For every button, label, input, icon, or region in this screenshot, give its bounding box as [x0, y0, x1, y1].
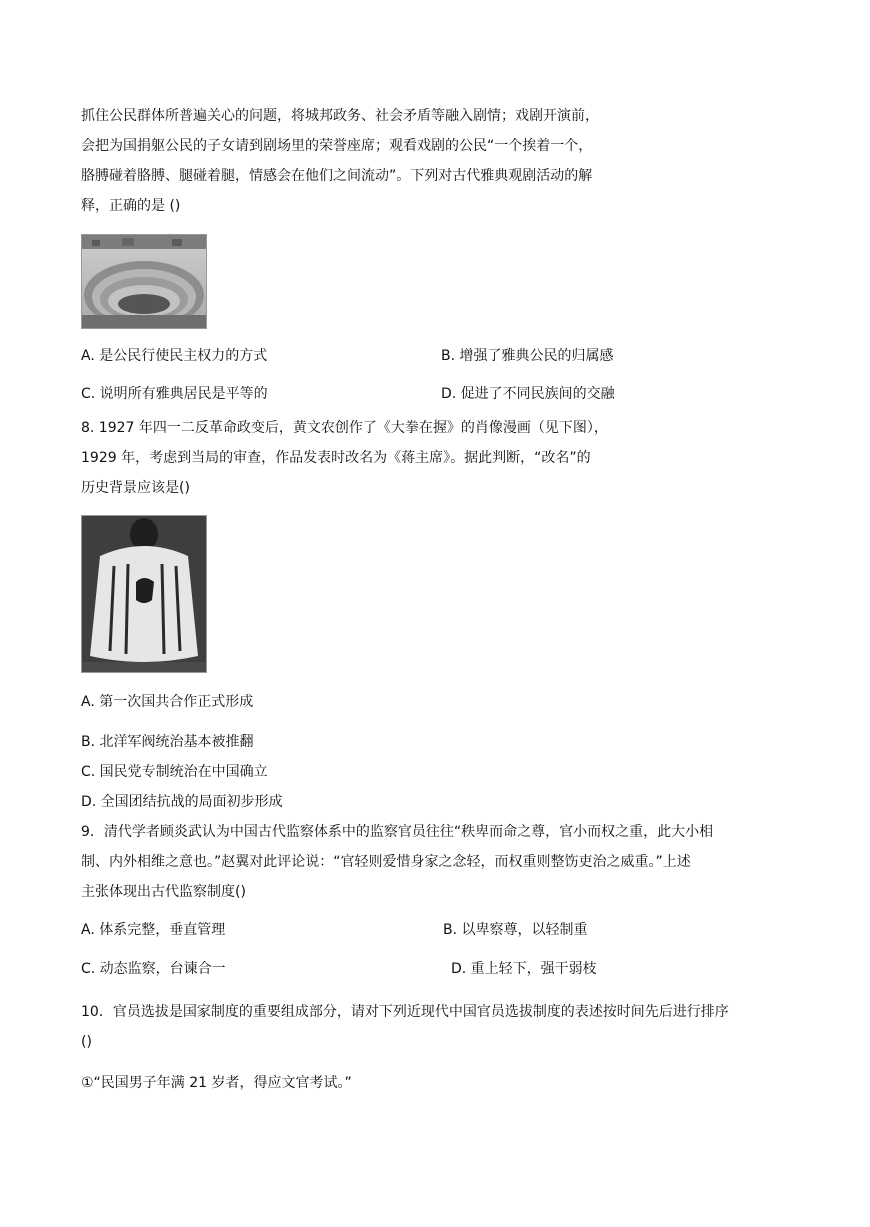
portrait-cartoon-image — [81, 515, 207, 673]
cartoon-illustration — [82, 516, 206, 672]
q10-stem-line-1: 10．官员选拔是国家制度的重要组成部分，请对下列近现代中国官员选拔制度的表述按时间先后进行排序 — [81, 1004, 729, 1020]
q7-stem-line-2: 会把为国捐躯公民的子女请到剧场里的荣誉座席；观看戏剧的公民“一个挨着一个， — [81, 138, 593, 154]
q7-option-c: C. 说明所有雅典居民是平等的 — [81, 386, 268, 402]
q8-stem-line-1: 8. 1927 年四一二反革命政变后，黄文农创作了《大拳在握》的肖像漫画（见下图）， — [81, 420, 608, 436]
q9-option-c: C. 动态监察，台谏合一 — [81, 961, 226, 977]
q10-stem-line-2: () — [81, 1034, 92, 1050]
q9-stem-line-2: 制、内外相维之意也。”赵翼对此评论说：“官轻则爱惜身家之念轻，而权重则整饬吏治之威重。”上述 — [81, 854, 691, 870]
ancient-theater-photo — [81, 234, 207, 329]
q7-stem-line-4: 释，正确的是 () — [81, 198, 181, 214]
q9-stem-line-3: 主张体现出古代监察制度() — [81, 884, 246, 900]
q9-option-b: B. 以卑察尊，以轻制重 — [443, 922, 588, 938]
q7-option-d: D. 促进了不同民族间的交融 — [441, 386, 615, 402]
q8-option-c: C. 国民党专制统治在中国确立 — [81, 764, 268, 780]
q8-option-d: D. 全国团结抗战的局面初步形成 — [81, 794, 283, 810]
q10-item-1: ①“民国男子年满 21 岁者，得应文官考试。” — [81, 1075, 352, 1091]
q9-option-d: D. 重上轻下，强干弱枝 — [451, 961, 597, 977]
theater-illustration — [82, 235, 206, 328]
q9-option-a: A. 体系完整，垂直管理 — [81, 922, 226, 938]
q7-stem-line-1: 抓住公民群体所普遍关心的问题，将城邦政务、社会矛盾等融入剧情；戏剧开演前， — [81, 108, 599, 124]
q7-stem-line-3: 胳膊碰着胳膊、腿碰着腿，情感会在他们之间流动”。下列对古代雅典观剧活动的解 — [81, 168, 593, 184]
q7-option-b: B. 增强了雅典公民的归属感 — [441, 348, 614, 364]
q8-stem-line-3: 历史背景应该是() — [81, 480, 190, 496]
q9-stem-line-1: 9．清代学者顾炎武认为中国古代监察体系中的监察官员往往“秩卑而命之尊，官小而权之重，此大小相 — [81, 824, 714, 840]
q8-stem-line-2: 1929 年，考虑到当局的审查，作品发表时改名为《蒋主席》。据此判断，“改名”的 — [81, 450, 591, 466]
q8-option-b: B. 北洋军阀统治基本被推翻 — [81, 734, 254, 750]
q8-option-a: A. 第一次国共合作正式形成 — [81, 694, 254, 710]
q7-option-a: A. 是公民行使民主权力的方式 — [81, 348, 268, 364]
